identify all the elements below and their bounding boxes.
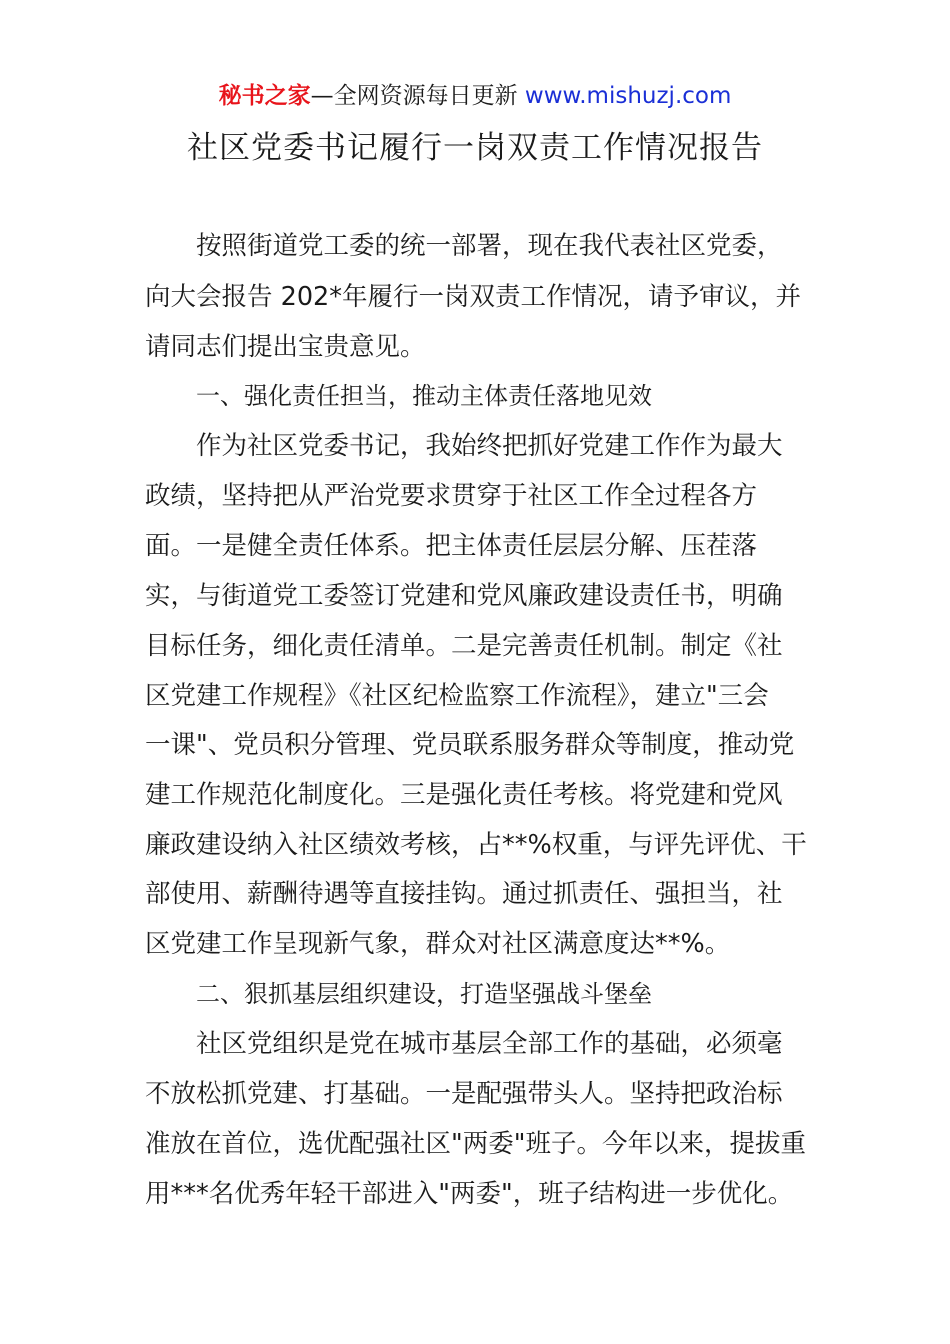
paragraph-line: 区党建工作呈现新气象，群众对社区满意度达**%。 bbox=[145, 929, 731, 959]
paragraph-line: 部使用、薪酬待遇等直接挂钩。通过抓责任、强担当，社 bbox=[145, 879, 783, 909]
paragraph-line: 目标任务，细化责任清单。二是完善责任机制。制定《社 bbox=[145, 631, 783, 661]
paragraph-line: 政绩，坚持把从严治党要求贯穿于社区工作全过程各方 bbox=[145, 481, 758, 511]
paragraph-line: 作为社区党委书记，我始终把抓好党建工作作为最大 bbox=[196, 431, 783, 461]
paragraph-line: 准放在首位，选优配强社区"两委"班子。今年以来，提拔重 bbox=[145, 1129, 806, 1159]
paragraph-line: 区党建工作规程》《社区纪检监察工作流程》，建立"三会 bbox=[145, 681, 769, 711]
paragraph-line: 廉政建设纳入社区绩效考核，占**%权重，与评先评优、干 bbox=[145, 830, 807, 860]
section-heading: 一、强化责任担当，推动主体责任落地见效 bbox=[196, 382, 652, 410]
paragraph-line: 向大会报告 202*年履行一岗双责工作情况，请予审议，并 bbox=[145, 282, 802, 312]
paragraph-line: 社区党组织是党在城市基层全部工作的基础，必须毫 bbox=[196, 1029, 783, 1059]
paragraph-line: 请同志们提出宝贵意见。 bbox=[145, 332, 426, 362]
paragraph-line: 一课"、党员积分管理、党员联系服务群众等制度，推动党 bbox=[145, 730, 795, 760]
section-heading: 二、狠抓基层组织建设，打造坚强战斗堡垒 bbox=[196, 980, 652, 1008]
brand-name: 秘书之家 bbox=[218, 83, 311, 109]
site-header bbox=[0, 80, 950, 112]
site-url-link[interactable]: www.mishuzj.com bbox=[524, 83, 732, 109]
document-title: 社区党委书记履行一岗双责工作情况报告 bbox=[187, 130, 763, 166]
paragraph-line: 建工作规范化制度化。三是强化责任考核。将党建和党风 bbox=[145, 780, 783, 810]
paragraph-line: 不放松抓党建、打基础。一是配强带头人。坚持把政治标 bbox=[145, 1079, 783, 1109]
paragraph-line: 按照街道党工委的统一部署，现在我代表社区党委， bbox=[196, 231, 783, 261]
header-tagline: —全网资源每日更新 bbox=[310, 83, 525, 109]
paragraph-line: 实，与街道党工委签订党建和党风廉政建设责任书，明确 bbox=[145, 581, 783, 611]
paragraph-line: 面。一是健全责任体系。把主体责任层层分解、压茬落 bbox=[145, 531, 758, 561]
paragraph-line: 用***名优秀年轻干部进入"两委"，班子结构进一步优化。 bbox=[145, 1179, 794, 1209]
